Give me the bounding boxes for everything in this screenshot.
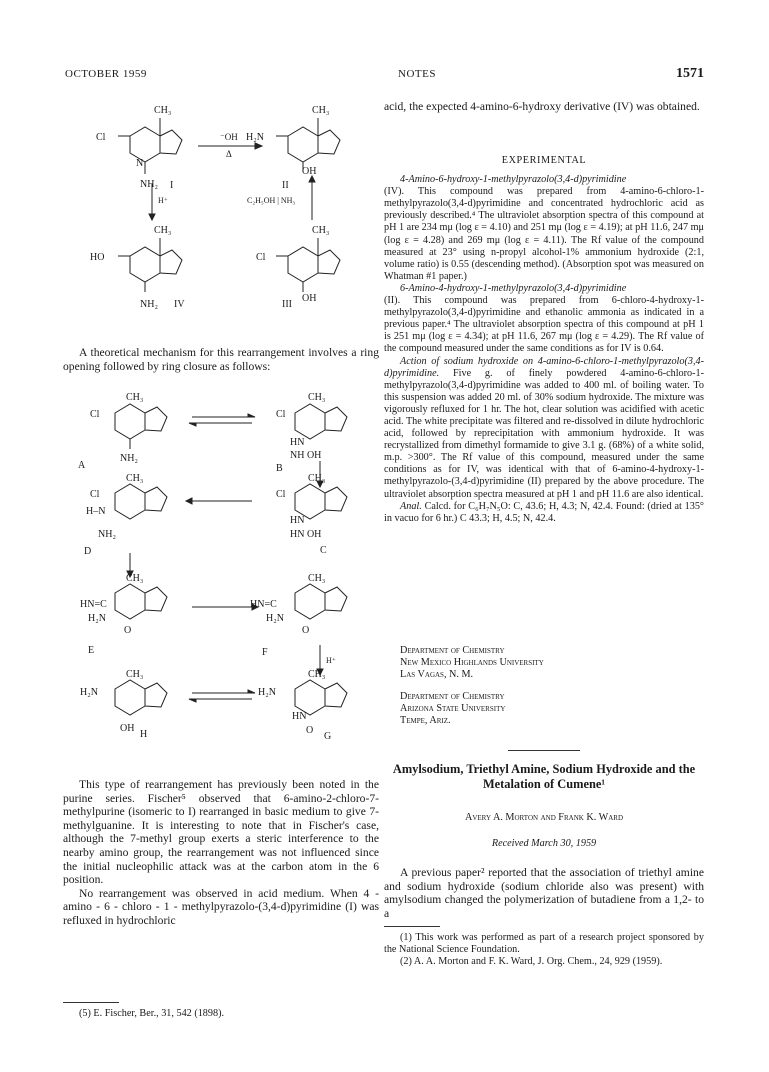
label-D: D <box>84 546 92 557</box>
label-C: C <box>320 545 327 556</box>
article-intro: A previous paper² reported that the association of triethyl amine and sodium hydroxide (sodium chloride also was present) with amylsodium changed the polymerization of butadiene from a 1,2- to a <box>384 866 704 920</box>
page-number: 1571 <box>676 66 704 81</box>
footnotes-right <box>384 932 704 968</box>
svg-text:Cl: Cl <box>276 409 286 420</box>
svg-text:OH: OH <box>302 293 317 304</box>
footnote-rule <box>63 1002 119 1003</box>
reagent-top: ⁻OH <box>220 132 238 142</box>
label-F: F <box>262 647 268 658</box>
svg-text:CH₃: CH₃ <box>126 473 144 484</box>
article-title: Amylsodium, Triethyl Amine, Sodium Hydroxide and the Metalation of Cumene¹ <box>392 762 696 791</box>
svg-text:NH₂: NH₂ <box>140 299 158 310</box>
header-date: OCTOBER 1959 <box>65 68 147 80</box>
paragraph-fischer: This type of rearrangement has previously been noted in the purine series. Fischer⁵ observed that 6-amino-2-chloro-7-methylpurine (isomeric to I) rearranged in basic medium to give 7-methylguanine. It is interesting to note that in Fischer's case, although the 7-methyl group exerts a steric interference to the nearby amino group, the rearrangement was not influenced since the initial nucleophilic attack was at the carbon atom in the 6 position. <box>63 778 379 887</box>
svg-text:CH₃: CH₃ <box>154 225 172 236</box>
header-section: NOTES <box>398 68 436 80</box>
svg-text:CH₃: CH₃ <box>312 105 330 116</box>
svg-text:H₂N: H₂N <box>88 613 106 624</box>
svg-text:NH₂: NH₂ <box>120 453 138 464</box>
footnote-1: (1) This work was performed as part of a research project sponsored by the National Science Foundation. <box>384 932 704 956</box>
mechanism-scheme <box>80 393 380 793</box>
label-II: II <box>282 180 289 191</box>
svg-text:CH₃: CH₃ <box>312 225 330 236</box>
svg-text:O: O <box>306 725 314 736</box>
paragraph-continued: acid, the expected 4-amino-6-hydroxy derivative (IV) was obtained. <box>384 100 700 113</box>
svg-text:CH₃: CH₃ <box>308 392 326 403</box>
label-III: III <box>282 299 292 310</box>
svg-text:HO: HO <box>90 252 105 263</box>
svg-text:H₂N: H₂N <box>266 613 284 624</box>
article-separator <box>508 750 580 751</box>
reagent-left: H⁺ <box>158 196 168 205</box>
svg-text:H⁺: H⁺ <box>326 656 336 665</box>
footnote-5: (5) E. Fischer, Ber., 31, 542 (1898). <box>79 1008 225 1019</box>
label-A: A <box>78 460 86 471</box>
affiliation-2: Department of Chemistry Arizona State University Tempe, Ariz. <box>400 691 506 727</box>
experimental-section <box>384 155 704 525</box>
svg-text:NH₂: NH₂ <box>98 529 116 540</box>
exp2-body: (II). This compound was prepared from 6-chloro-4-hydroxy-1-methylpyrazolo(3,4-d)pyrimidine and ethanolic ammonia as indicated in a previous paper.⁴ The ultraviolet absorption spectra of this compound at pH 1 is 251 mμ (log ε = 4.34); at pH 11.6, 267 mμ (log ε = 4.29). The Rf value of the compound measured under the same conditions as for IV is 0.64. <box>384 295 704 355</box>
svg-text:H₂N: H₂N <box>80 687 98 698</box>
svg-text:N: N <box>136 158 144 169</box>
anal-title: Anal. <box>400 500 422 512</box>
svg-text:H₂N: H₂N <box>258 687 276 698</box>
article-authors: Avery A. Morton and Frank K. Ward <box>464 812 624 823</box>
svg-text:H–N: H–N <box>86 506 106 517</box>
label-B: B <box>276 463 283 474</box>
svg-text:CH₃: CH₃ <box>308 473 326 484</box>
svg-text:Cl: Cl <box>276 489 286 500</box>
footnote-2: (2) A. A. Morton and F. K. Ward, J. Org. Chem., 24, 929 (1959). <box>400 956 663 968</box>
received-date: Received March 30, 1959 <box>491 838 597 849</box>
exp3-title: Action of sodium hydroxide on 4-amino-6-chloro-1-methylpyrazolo(3,4-d)pyrimidine. <box>384 355 704 379</box>
svg-text:OH: OH <box>302 166 317 177</box>
reaction-scheme-1 <box>90 96 380 331</box>
svg-text:HN=C: HN=C <box>250 599 277 610</box>
svg-text:HN: HN <box>292 711 307 722</box>
svg-text:Cl: Cl <box>96 132 106 143</box>
svg-text:HN=C: HN=C <box>80 599 107 610</box>
svg-text:HN: HN <box>290 515 305 526</box>
label-E: E <box>88 645 95 656</box>
svg-text:NH OH: NH OH <box>290 450 322 461</box>
svg-text:CH₃: CH₃ <box>154 105 172 116</box>
label-H: H <box>140 729 148 740</box>
left-body <box>63 778 379 928</box>
label-I: I <box>170 180 174 191</box>
svg-text:NH₂: NH₂ <box>140 179 158 190</box>
svg-text:Cl: Cl <box>90 409 100 420</box>
footnote-rule-right <box>384 926 440 927</box>
svg-text:H₂N: H₂N <box>246 132 264 143</box>
label-G: G <box>324 731 332 742</box>
svg-text:CH₃: CH₃ <box>308 573 326 584</box>
exp3-body: Five g. of finely powdered 4-amino-6-chloro-1-methylpyrazolo(3,4-d)pyrimidine was added to 400 ml. of boiling water. To this suspension was added 20 ml. of 30% sodium hydroxide. The mixture was vigorously refluxed for 1 hr. The hot, clear solution was acidified with acetic acid. The white precipitate was filtered and re-dissolved in dilute hydrochloric acid, followed by reprecipitation with ammonium hydroxide. It was recrystallized from dimethyl formamide to give 3.1 g. (68%) of a white solid, m.p. >300°. The Rf value of this compound, measured under the same conditions as for IV, was identical with that of 6-amino-4-hydroxy-1-methylpyrazolo-(3,4-d)pyrimidine (II) prepared by the above procedure. The ultraviolet absorption spectra measured at pH 1 and pH 11.6 are also identical. <box>384 367 704 500</box>
paragraph-acid: No rearrangement was observed in acid medium. When 4 - amino - 6 - chloro - 1 - methylpyrazolo-(3,4-d)pyrimidine (I) was refluxed in hydrochloric <box>63 886 379 927</box>
svg-text:CH₃: CH₃ <box>126 392 144 403</box>
mechanism-intro: A theoretical mechanism for this rearrangement involves a ring opening followed by ring closure as follows: <box>63 346 379 373</box>
svg-text:O: O <box>302 625 310 636</box>
affiliation-1: Department of Chemistry New Mexico Highlands University Las Vagas, N. M. <box>400 645 544 681</box>
reagent-right: C₂H₅OH | NH₃ <box>247 196 296 205</box>
exp1-title: 4-Amino-6-hydroxy-1-methylpyrazolo(3,4-d)pyrimidine <box>400 174 627 186</box>
svg-text:HN: HN <box>290 437 305 448</box>
svg-text:O: O <box>124 625 132 636</box>
svg-text:OH: OH <box>120 723 135 734</box>
exp2-title: 6-Amino-4-hydroxy-1-methylpyrazolo(3,4-d)pyrimidine <box>400 282 627 294</box>
svg-text:Cl: Cl <box>256 252 266 263</box>
label-IV: IV <box>174 299 185 310</box>
svg-text:CH₃: CH₃ <box>126 573 144 584</box>
right-top <box>384 100 704 114</box>
svg-text:CH₃: CH₃ <box>126 669 144 680</box>
svg-text:Cl: Cl <box>90 489 100 500</box>
reagent-top-sub: Δ <box>226 149 232 159</box>
anal-body: Calcd. for C₆H₇N₅O: C, 43.6; H, 4.3; N, 42.4. Found: (dried at 135° in vacuo for 6 hr.) C 43.3; H, 4.5; N, 42.4. <box>384 500 704 524</box>
svg-text:CH₃: CH₃ <box>308 669 326 680</box>
exp1-body: (IV). This compound was prepared from 4-amino-6-chloro-1-methylpyrazolo(3,4-d)pyrimidine and concentrated hydrochloric acid as previously described.⁴ The ultraviolet absorption spectra of this compound at pH 1 are 234 mμ (log ε = 4.10) and 251 mμ (log ε = 4.19); at pH 11.6, 247 mμ (log ε = 4.28) and 269 mμ (log ε = 4.11). The Rf value of the compound measured at 23° using n-propyl alcohol-1% ammonium hydroxide (2:1, volume ratio) is 0.55 (descending method). (Absorption spot was measured on Whatman #1 paper.) <box>384 186 704 282</box>
experimental-heading: EXPERIMENTAL <box>501 155 587 166</box>
svg-text:HN OH: HN OH <box>290 529 322 540</box>
